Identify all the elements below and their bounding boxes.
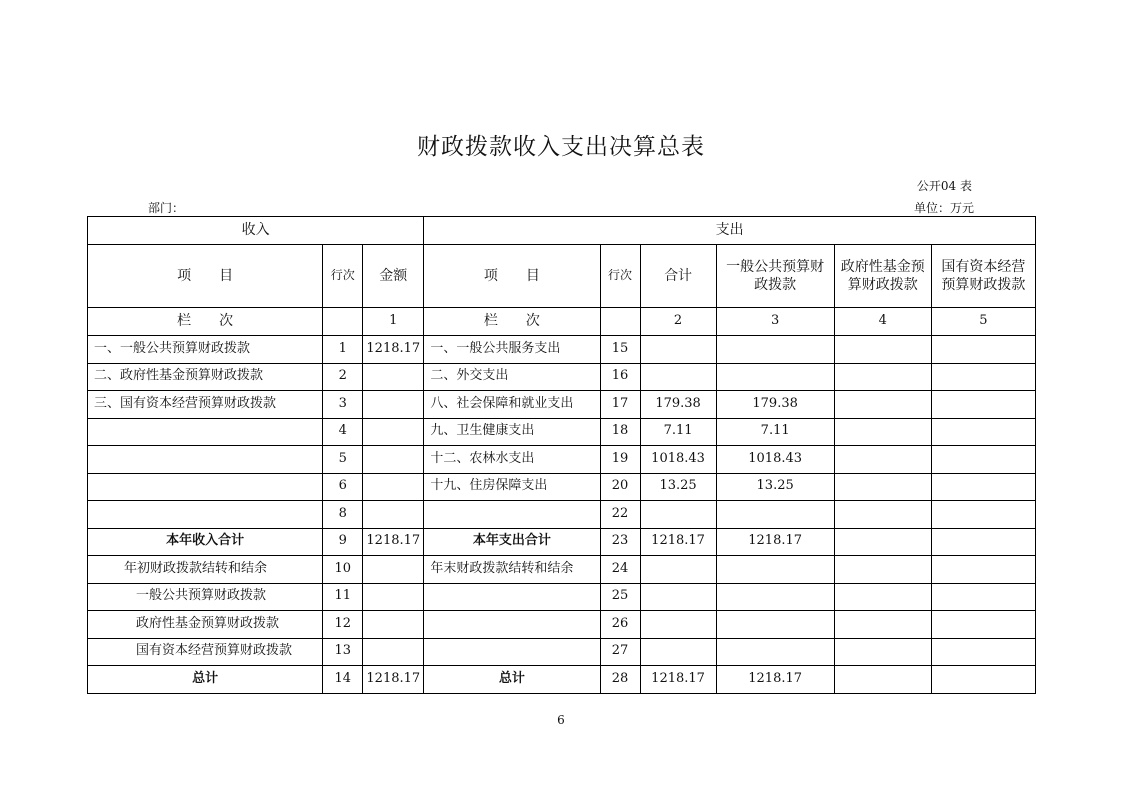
income-amount-cell xyxy=(363,473,424,501)
column-number-4: 4 xyxy=(834,308,931,336)
soe-budget-header: 国有资本经营预算财政拨款 xyxy=(931,245,1035,308)
general-budget-cell xyxy=(716,501,834,529)
fund-budget-cell xyxy=(834,611,931,639)
total-amount-cell: 179.38 xyxy=(640,391,716,419)
income-item-header: 项 目 xyxy=(88,245,323,308)
total-amount-cell xyxy=(640,611,716,639)
expense-item-cell: 十九、住房保障支出 xyxy=(424,473,600,501)
general-budget-cell: 13.25 xyxy=(716,473,834,501)
soe-budget-cell xyxy=(931,418,1035,446)
fund-budget-cell xyxy=(834,391,931,419)
income-item-cell: 本年收入合计 xyxy=(88,528,323,556)
table-row xyxy=(88,556,1036,584)
expense-item-cell xyxy=(424,611,600,639)
soe-budget-cell xyxy=(931,556,1035,584)
expense-item-cell: 二、外交支出 xyxy=(424,363,600,391)
expense-line-cell: 26 xyxy=(600,611,640,639)
table-row xyxy=(88,638,1036,666)
general-budget-cell: 1218.17 xyxy=(716,528,834,556)
general-budget-header: 一般公共预算财政拨款 xyxy=(716,245,834,308)
income-line-cell: 12 xyxy=(323,611,363,639)
soe-budget-cell xyxy=(931,666,1035,694)
income-amount-cell xyxy=(363,611,424,639)
table-row xyxy=(88,391,1036,419)
general-budget-cell: 1018.43 xyxy=(716,446,834,474)
total-amount-cell: 1218.17 xyxy=(640,528,716,556)
income-line-cell: 11 xyxy=(323,583,363,611)
income-amount-cell xyxy=(363,391,424,419)
general-budget-cell: 179.38 xyxy=(716,391,834,419)
expense-line-cell: 24 xyxy=(600,556,640,584)
column-number-1: 1 xyxy=(363,308,424,336)
expense-item-cell: 本年支出合计 xyxy=(424,528,600,556)
total-amount-cell xyxy=(640,583,716,611)
table-row xyxy=(88,473,1036,501)
total-amount-cell: 1018.43 xyxy=(640,446,716,474)
total-amount-cell xyxy=(640,638,716,666)
column-number-2: 2 xyxy=(640,308,716,336)
income-amount-cell xyxy=(363,501,424,529)
table-row xyxy=(88,583,1036,611)
expense-item-cell xyxy=(424,501,600,529)
expense-line-cell: 25 xyxy=(600,583,640,611)
soe-budget-cell xyxy=(931,446,1035,474)
expense-column-label: 栏 次 xyxy=(424,308,600,336)
table-row xyxy=(88,336,1036,364)
income-amount-cell xyxy=(363,556,424,584)
general-budget-cell xyxy=(716,556,834,584)
income-line-cell: 6 xyxy=(323,473,363,501)
soe-budget-cell xyxy=(931,528,1035,556)
page-number: 6 xyxy=(557,713,565,727)
report-title: 财政拨款收入支出决算总表 xyxy=(417,134,705,160)
column-number-5: 5 xyxy=(931,308,1035,336)
expense-line-cell: 19 xyxy=(600,446,640,474)
total-amount-cell xyxy=(640,556,716,584)
fund-budget-cell xyxy=(834,528,931,556)
income-line-header: 行次 xyxy=(323,245,363,308)
general-budget-cell xyxy=(716,638,834,666)
fund-budget-cell xyxy=(834,638,931,666)
income-line-cell: 8 xyxy=(323,501,363,529)
table-row xyxy=(88,666,1036,694)
income-amount-cell xyxy=(363,418,424,446)
general-budget-cell: 1218.17 xyxy=(716,666,834,694)
income-item-cell xyxy=(88,473,323,501)
total-amount-cell xyxy=(640,501,716,529)
income-amount-cell xyxy=(363,363,424,391)
soe-budget-cell xyxy=(931,391,1035,419)
income-item-cell: 年初财政拨款结转和结余 xyxy=(88,556,323,584)
income-item-cell: 三、国有资本经营预算财政拨款 xyxy=(88,391,323,419)
income-item-cell: 一、一般公共预算财政拨款 xyxy=(88,336,323,364)
expense-item-cell: 总计 xyxy=(424,666,600,694)
table-row xyxy=(88,418,1036,446)
total-amount-cell: 7.11 xyxy=(640,418,716,446)
fund-budget-header: 政府性基金预算财政拨款 xyxy=(834,245,931,308)
expense-line-cell: 20 xyxy=(600,473,640,501)
income-line-cell: 4 xyxy=(323,418,363,446)
table-row xyxy=(88,611,1036,639)
income-amount-cell: 1218.17 xyxy=(363,528,424,556)
soe-budget-cell xyxy=(931,336,1035,364)
soe-budget-cell xyxy=(931,611,1035,639)
general-budget-cell xyxy=(716,363,834,391)
income-amount-cell xyxy=(363,583,424,611)
soe-budget-cell xyxy=(931,473,1035,501)
total-amount-cell xyxy=(640,363,716,391)
income-line-cell: 5 xyxy=(323,446,363,474)
income-item-cell: 总计 xyxy=(88,666,323,694)
table-row xyxy=(88,446,1036,474)
expense-item-cell: 八、社会保障和就业支出 xyxy=(424,391,600,419)
fund-budget-cell xyxy=(834,583,931,611)
fund-budget-cell xyxy=(834,473,931,501)
expense-line-cell: 17 xyxy=(600,391,640,419)
expense-section-header: 支出 xyxy=(424,217,1036,245)
expense-line-cell: 15 xyxy=(600,336,640,364)
expense-line-cell: 22 xyxy=(600,501,640,529)
general-budget-cell: 7.11 xyxy=(716,418,834,446)
empty-cell xyxy=(600,308,640,336)
expense-item-cell: 年末财政拨款结转和结余 xyxy=(424,556,600,584)
department-label: 部门： xyxy=(148,201,185,215)
income-amount-cell xyxy=(363,638,424,666)
expense-item-cell xyxy=(424,638,600,666)
income-item-cell: 一般公共预算财政拨款 xyxy=(88,583,323,611)
total-amount-cell xyxy=(640,336,716,364)
fund-budget-cell xyxy=(834,336,931,364)
expense-line-cell: 23 xyxy=(600,528,640,556)
fund-budget-cell xyxy=(834,666,931,694)
expense-line-cell: 16 xyxy=(600,363,640,391)
soe-budget-cell xyxy=(931,363,1035,391)
expense-line-cell: 27 xyxy=(600,638,640,666)
fund-budget-cell xyxy=(834,363,931,391)
general-budget-cell xyxy=(716,583,834,611)
column-number-3: 3 xyxy=(716,308,834,336)
income-item-cell xyxy=(88,501,323,529)
expense-item-header: 项 目 xyxy=(424,245,600,308)
table-row xyxy=(88,528,1036,556)
total-header: 合计 xyxy=(640,245,716,308)
soe-budget-cell xyxy=(931,583,1035,611)
income-amount-cell: 1218.17 xyxy=(363,666,424,694)
unit-label: 单位：万元 xyxy=(913,201,974,215)
income-item-cell xyxy=(88,446,323,474)
total-amount-cell: 13.25 xyxy=(640,473,716,501)
income-item-cell: 二、政府性基金预算财政拨款 xyxy=(88,363,323,391)
income-line-cell: 14 xyxy=(323,666,363,694)
income-line-cell: 10 xyxy=(323,556,363,584)
income-line-cell: 3 xyxy=(323,391,363,419)
income-amount-cell: 1218.17 xyxy=(363,336,424,364)
fund-budget-cell xyxy=(834,418,931,446)
fund-budget-cell xyxy=(834,556,931,584)
soe-budget-cell xyxy=(931,501,1035,529)
income-item-cell: 政府性基金预算财政拨款 xyxy=(88,611,323,639)
fund-budget-cell xyxy=(834,446,931,474)
expense-item-cell xyxy=(424,583,600,611)
total-amount-cell: 1218.17 xyxy=(640,666,716,694)
table-row xyxy=(88,363,1036,391)
table-row xyxy=(88,501,1036,529)
income-section-header: 收入 xyxy=(88,217,424,245)
general-budget-cell xyxy=(716,336,834,364)
income-item-cell: 国有资本经营预算财政拨款 xyxy=(88,638,323,666)
expense-line-cell: 18 xyxy=(600,418,640,446)
form-number: 公开04 表 xyxy=(916,179,972,193)
fiscal-summary-table xyxy=(87,216,1036,694)
expense-item-cell: 九、卫生健康支出 xyxy=(424,418,600,446)
expense-item-cell: 一、一般公共服务支出 xyxy=(424,336,600,364)
empty-cell xyxy=(323,308,363,336)
income-item-cell xyxy=(88,418,323,446)
fund-budget-cell xyxy=(834,501,931,529)
income-line-cell: 9 xyxy=(323,528,363,556)
general-budget-cell xyxy=(716,611,834,639)
income-column-label: 栏 次 xyxy=(88,308,323,336)
income-amount-header: 金额 xyxy=(363,245,424,308)
income-line-cell: 2 xyxy=(323,363,363,391)
expense-line-cell: 28 xyxy=(600,666,640,694)
expense-item-cell: 十二、农林水支出 xyxy=(424,446,600,474)
expense-line-header: 行次 xyxy=(600,245,640,308)
income-line-cell: 1 xyxy=(323,336,363,364)
income-amount-cell xyxy=(363,446,424,474)
income-line-cell: 13 xyxy=(323,638,363,666)
soe-budget-cell xyxy=(931,638,1035,666)
